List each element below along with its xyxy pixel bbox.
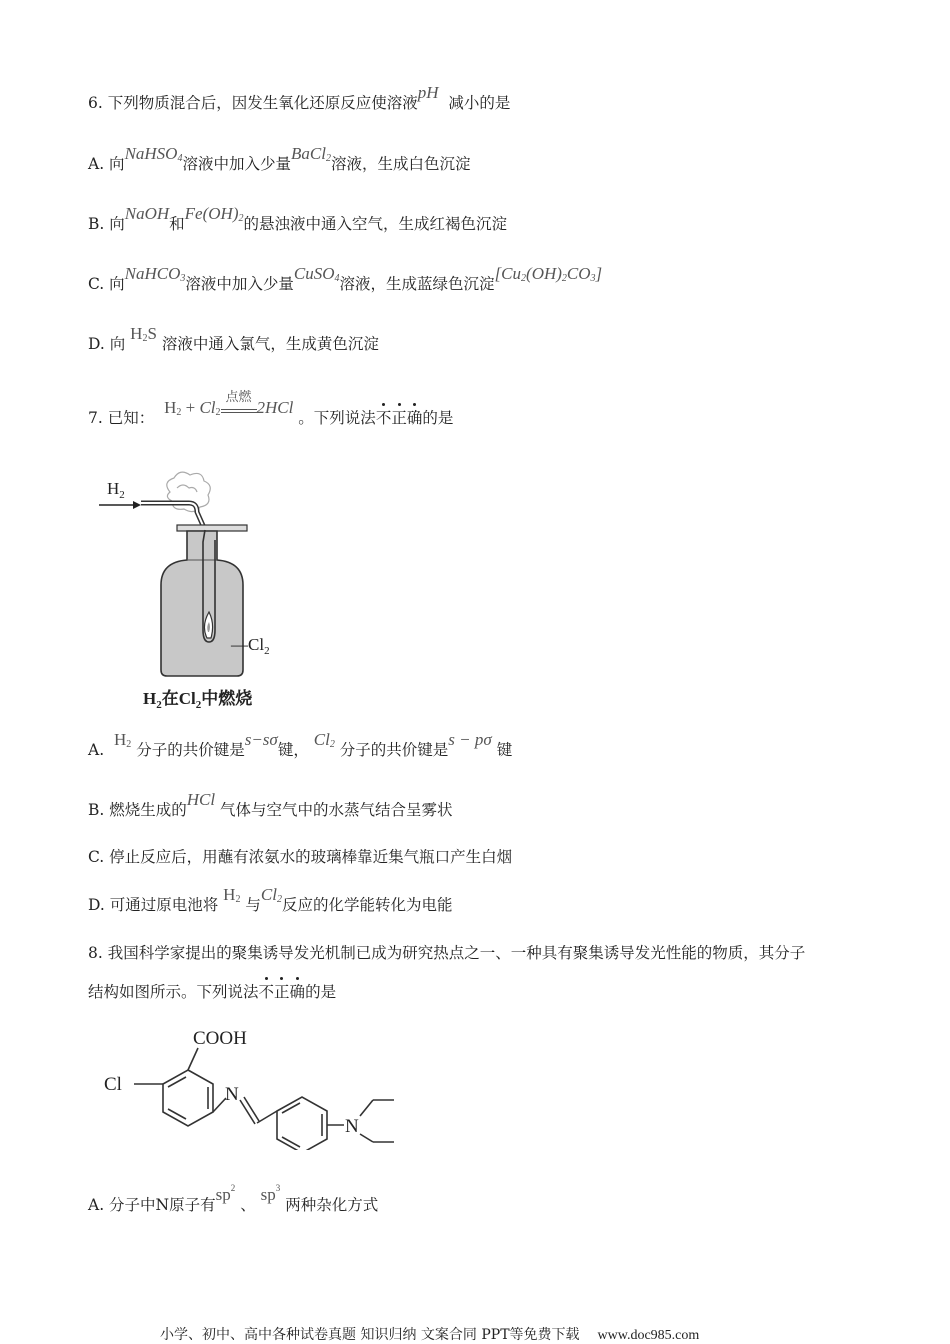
q6-option-b: B. 向NaOH和$Fe(OH)_2$的悬浊液中通入空气，生成红褐色沉淀 — [88, 204, 507, 233]
cooh-label: COOH — [193, 1028, 247, 1049]
q8-option-a: A. 分子中N原子有$sp^2$ 、 $sp^3$ 两种杂化方式 — [88, 1183, 379, 1214]
h2-inlet-label: $H_2$ — [107, 479, 125, 501]
q7-stem: 7. 已知： $H_2 + Cl_2$ 点燃 2HCl 。下列说法不正确的是 — [88, 389, 454, 427]
molecule-structure — [98, 1020, 398, 1150]
h2-burning-in-cl2-figure — [95, 470, 295, 710]
q7-option-a: A. $H_2$ 分子的共价键是s−sσ键， $Cl_2$ 分子的共价键是s − pσ 键 — [88, 730, 513, 759]
imine-n-label: N — [225, 1084, 239, 1105]
q6-option-a: A. 向NaHSO$_4$溶液中加入少量BaCl$_2$溶液，生成白色沉淀 — [88, 144, 471, 173]
formula-ph: pH — [417, 83, 439, 102]
q8-stem-line2: 结构如图所示。下列说法不正确的是 — [88, 983, 337, 1001]
q6-stem: 6. 下列物质混合后，因发生氧化还原反应使溶液pH 减小的是 — [88, 83, 511, 112]
footer-text: 小学、初中、高中各种试卷真题 知识归纳 文案合同 PPT等免费下载 — [160, 1327, 580, 1343]
figure-caption: $H_2$在$Cl_2$中燃烧 — [143, 689, 253, 710]
reaction-condition: 点燃 — [225, 389, 252, 404]
q7-option-c: C. 停止反应后，用蘸有浓氨水的玻璃棒靠近集气瓶口产生白烟 — [88, 848, 513, 866]
smoke-cloud — [167, 472, 210, 511]
cl-label: Cl — [104, 1074, 122, 1095]
q7-option-b: B. 燃烧生成的HCl 气体与空气中的水蒸气结合呈雾状 — [88, 790, 453, 819]
q6-option-d: D. 向 $H_2S$ 溶液中通入氯气，生成黄色沉淀 — [88, 324, 379, 353]
page-footer — [160, 1324, 699, 1344]
q8-stem-line1: 8. 我国科学家提出的聚集诱导发光机制已成为研究热点之一、一种具有聚集诱导发光性能的物质，其分子 — [88, 944, 806, 962]
reaction-equation: $H_2 + Cl_2$ 点燃 2HCl — [164, 389, 294, 418]
amine-n-label: N — [345, 1116, 359, 1137]
arrow-icon — [133, 501, 141, 509]
q6-option-c: C. 向NaHCO$_3$溶液中加入少量CuSO$_4$溶液，生成蓝绿色沉淀$[Cu_2(OH)_2CO_3]$ — [88, 264, 603, 293]
footer-url[interactable]: www.doc985.com — [597, 1328, 700, 1343]
q7-option-d: D. 可通过原电池将 $H_2$ 与$Cl_2$反应的化学能转化为电能 — [88, 885, 453, 914]
cl2-label: $—Cl_2$ — [231, 635, 270, 657]
